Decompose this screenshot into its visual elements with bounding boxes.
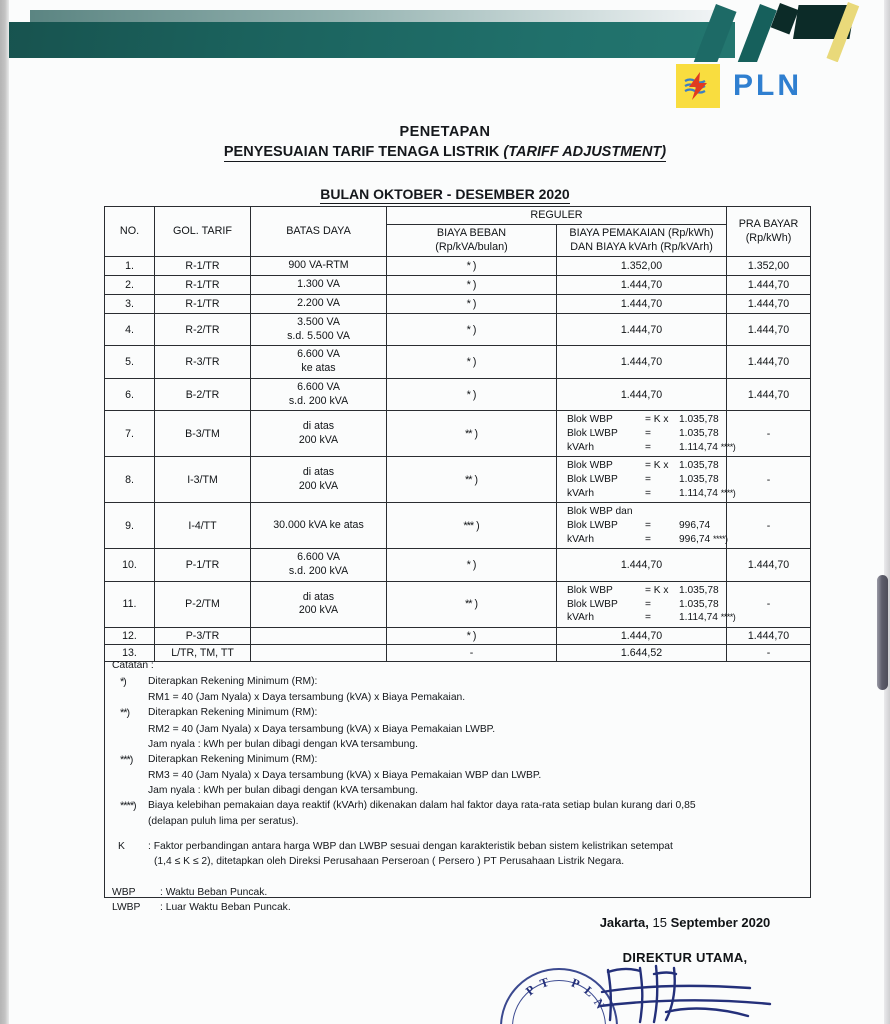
signature-month-year: September 2020: [670, 915, 771, 930]
abbreviation-definition: : Waktu Beban Puncak.: [160, 886, 268, 898]
cell-biaya-pemakaian: 1.444,70: [557, 294, 727, 313]
cell-gol-tarif: I-4/TT: [155, 503, 251, 549]
cell-no: 3.: [105, 294, 155, 313]
note-marker: [112, 690, 148, 705]
note-text: Diterapkan Rekening Minimum (RM):: [148, 676, 318, 688]
th-pra-bayar-l2: (Rp/kWh): [745, 231, 792, 244]
right-edge-strip: [884, 0, 890, 1024]
note-text: (delapan puluh lima per seratus).: [148, 816, 299, 828]
notes-spacer: [112, 869, 804, 885]
cell-no: 12.: [105, 627, 155, 644]
cell-batas-daya: [251, 627, 387, 644]
table-row: [105, 294, 811, 313]
title-penetapan: PENETAPAN: [399, 124, 491, 140]
cell-biaya-beban: ** ): [387, 581, 557, 627]
cell-biaya-beban: -: [387, 644, 557, 661]
th-biaya-pemakaian-l2: DAN BIAYA kVArh (Rp/kVArh): [570, 240, 713, 253]
cell-gol-tarif: B-2/TR: [155, 378, 251, 411]
th-biaya-pemakaian-l1: BIAYA PEMAKAIAN (Rp/kWh): [569, 227, 714, 240]
table-row: [105, 411, 811, 457]
table-row: [105, 503, 811, 549]
cell-biaya-pemakaian: 1.444,70: [557, 313, 727, 346]
cell-no: 5.: [105, 346, 155, 379]
cell-pra-bayar: -: [727, 581, 811, 627]
cell-biaya-pemakaian: 1.644,52: [557, 644, 727, 661]
cell-pra-bayar: -: [727, 503, 811, 549]
title-subject-english: (TARIFF ADJUSTMENT): [503, 144, 667, 160]
title-block: [0, 124, 890, 204]
cell-biaya-beban: ** ): [387, 411, 557, 457]
signature-block: [520, 915, 850, 965]
note-text: Diterapkan Rekening Minimum (RM):: [148, 707, 318, 719]
note-k-label: K: [118, 840, 125, 852]
th-pra-bayar-l1: PRA BAYAR: [738, 218, 799, 231]
cell-biaya-pemakaian: 1.444,70: [557, 276, 727, 295]
cell-batas-daya: 6.600 VA s.d. 200 kVA: [251, 549, 387, 582]
signature-city: Jakarta,: [599, 915, 649, 930]
note-marker: ***): [120, 753, 134, 766]
note-text: Jam nyala : kWh per bulan dibagi dengan kVA tersambung.: [148, 738, 418, 750]
banner-dark-sliver: [771, 3, 799, 34]
abbreviation-row: [112, 885, 804, 900]
tariff-table-wrapper: [104, 206, 811, 662]
cell-no: 6.: [105, 378, 155, 411]
notes-title: Catatan :: [112, 660, 154, 671]
th-biaya-beban-l2: (Rp/kVA/bulan): [435, 240, 508, 253]
table-row: [105, 627, 811, 644]
cell-biaya-beban: * ): [387, 294, 557, 313]
cell-biaya-beban: * ): [387, 378, 557, 411]
note-line: [112, 722, 804, 737]
cell-biaya-pemakaian: Blok WBP = K x 1.035,78 Blok LWBP = 1.035,78 kVArh = 1.114,74 ****): [557, 581, 727, 627]
cell-batas-daya: 3.500 VA s.d. 5.500 VA: [251, 313, 387, 346]
cell-pra-bayar: -: [727, 644, 811, 661]
cell-batas-daya: di atas 200 kVA: [251, 411, 387, 457]
pln-logo: [676, 64, 802, 108]
th-gol-tarif: GOL. TARIF: [155, 207, 251, 257]
note-line: [112, 690, 804, 705]
table-row: [105, 276, 811, 295]
cell-biaya-pemakaian: Blok WBP = K x 1.035,78 Blok LWBP = 1.035,78 kVArh = 1.114,74 ****): [557, 457, 727, 503]
table-header-row-1: [105, 207, 811, 225]
table-row: [105, 346, 811, 379]
scrollbar-thumb[interactable]: [877, 575, 888, 690]
cell-biaya-beban: * ): [387, 276, 557, 295]
note-text: RM3 = 40 (Jam Nyala) x Daya tersambung (kVA) x Biaya Pemakaian WBP dan LWBP.: [148, 769, 542, 781]
tariff-table: [104, 206, 811, 662]
title-subject: [224, 144, 666, 162]
note-text: Biaya kelebihan pemakaian daya reaktif (kVArh) dikenakan dalam hal faktor daya rata-rata setiap bulan kurang dari 0,85: [148, 800, 696, 812]
cell-no: 9.: [105, 503, 155, 549]
cell-biaya-pemakaian: Blok WBP dan Blok LWBP = 996,74 kVArh = 996,74 ****): [557, 503, 727, 549]
cell-biaya-beban: * ): [387, 627, 557, 644]
note-k-text: : Faktor perbandingan antara harga WBP dan LWBP sesuai dengan karakteristik beban sistem kelistrikan setempat (1,4 ≤ K ≤ 2), ditetapkan oleh Direksi Perusahaan Perseroan ( Persero ) PT Perusahaan Listrik Negara.: [148, 840, 673, 867]
cell-pra-bayar: 1.444,70: [727, 313, 811, 346]
cell-biaya-beban: * ): [387, 549, 557, 582]
pln-brand-text: PLN: [733, 69, 802, 102]
cell-batas-daya: di atas 200 kVA: [251, 457, 387, 503]
stamp-char: T: [538, 974, 551, 991]
cell-gol-tarif: B-3/TM: [155, 411, 251, 457]
left-edge-strip: [0, 0, 9, 1024]
th-reguler: REGULER: [387, 207, 727, 225]
abbreviation-row: [112, 900, 804, 915]
stamp-char: P: [569, 975, 582, 992]
cell-gol-tarif: L/TR, TM, TT: [155, 644, 251, 661]
table-head: [105, 207, 811, 257]
cell-gol-tarif: I-3/TM: [155, 457, 251, 503]
signature-role: DIREKTUR UTAMA,: [622, 950, 748, 965]
cell-pra-bayar: -: [727, 457, 811, 503]
cell-no: 7.: [105, 411, 155, 457]
abbreviation-term: LWBP: [112, 901, 141, 913]
table-row: [105, 313, 811, 346]
stamp-char: L: [581, 983, 597, 1000]
cell-pra-bayar: -: [727, 411, 811, 457]
abbreviation-term: WBP: [112, 886, 136, 898]
banner-teal-band: [0, 22, 735, 58]
cell-no: 10.: [105, 549, 155, 582]
title-period: BULAN OKTOBER - DESEMBER 2020: [320, 186, 570, 202]
cell-biaya-pemakaian: 1.444,70: [557, 346, 727, 379]
title-subject-main: PENYESUAIAN TARIF TENAGA LISTRIK: [223, 144, 504, 160]
cell-batas-daya: 6.600 VA ke atas: [251, 346, 387, 379]
th-batas-daya: BATAS DAYA: [251, 207, 387, 257]
note-marker: [112, 814, 148, 829]
note-k-definition: [112, 839, 804, 869]
note-marker: [112, 783, 148, 798]
cell-biaya-pemakaian: 1.444,70: [557, 627, 727, 644]
cell-batas-daya: di atas 200 kVA: [251, 581, 387, 627]
cell-pra-bayar: 1.444,70: [727, 549, 811, 582]
th-biaya-beban: [387, 225, 557, 257]
note-marker: **): [120, 707, 130, 720]
cell-pra-bayar: 1.444,70: [727, 294, 811, 313]
cell-batas-daya: 2.200 VA: [251, 294, 387, 313]
cell-batas-daya: 6.600 VA s.d. 200 kVA: [251, 378, 387, 411]
table-row: [105, 549, 811, 582]
cell-pra-bayar: 1.444,70: [727, 378, 811, 411]
cell-biaya-pemakaian: 1.444,70: [557, 378, 727, 411]
cell-no: 1.: [105, 257, 155, 276]
th-pra-bayar: [727, 207, 811, 257]
cell-no: 4.: [105, 313, 155, 346]
th-biaya-pemakaian: [557, 225, 727, 257]
note-marker: [112, 722, 148, 737]
notes-content: [112, 658, 804, 915]
note-marker: ****): [120, 800, 137, 813]
note-line: [112, 798, 804, 814]
note-line: [112, 674, 804, 690]
table-row: [105, 457, 811, 503]
cell-biaya-beban: * ): [387, 346, 557, 379]
th-biaya-beban-l1: BIAYA BEBAN: [436, 227, 507, 240]
cell-gol-tarif: R-1/TR: [155, 294, 251, 313]
signature-place-date: [520, 915, 850, 930]
note-line: [112, 705, 804, 721]
note-line: [112, 737, 804, 752]
header-banner: [0, 0, 890, 62]
note-text: RM1 = 40 (Jam Nyala) x Daya tersambung (kVA) x Biaya Pemakaian.: [148, 692, 466, 704]
cell-pra-bayar: 1.352,00: [727, 257, 811, 276]
table-row: [105, 257, 811, 276]
signature-day: 15: [652, 915, 667, 930]
cell-batas-daya: 900 VA-RTM: [251, 257, 387, 276]
abbreviation-definition: : Luar Waktu Beban Puncak.: [160, 901, 291, 913]
cell-biaya-pemakaian: Blok WBP = K x 1.035,78 Blok LWBP = 1.035,78 kVArh = 1.114,74 ****): [557, 411, 727, 457]
note-line: [112, 768, 804, 783]
note-line: [112, 752, 804, 768]
table-row: [105, 581, 811, 627]
note-text: Diterapkan Rekening Minimum (RM):: [148, 753, 318, 765]
cell-pra-bayar: 1.444,70: [727, 276, 811, 295]
cell-gol-tarif: R-1/TR: [155, 276, 251, 295]
stamp-char: N: [590, 996, 608, 1012]
note-text: RM2 = 40 (Jam Nyala) x Daya tersambung (kVA) x Biaya Pemakaian LWBP.: [148, 723, 496, 735]
cell-gol-tarif: P-3/TR: [155, 627, 251, 644]
cell-pra-bayar: 1.444,70: [727, 346, 811, 379]
note-line: [112, 783, 804, 798]
cell-no: 8.: [105, 457, 155, 503]
note-line: [112, 814, 804, 829]
pln-lightning-icon: [676, 64, 720, 108]
cell-biaya-beban: * ): [387, 257, 557, 276]
cell-biaya-beban: * ): [387, 313, 557, 346]
cell-pra-bayar: 1.444,70: [727, 627, 811, 644]
cell-gol-tarif: P-2/TM: [155, 581, 251, 627]
cell-gol-tarif: R-3/TR: [155, 346, 251, 379]
table-body: [105, 257, 811, 661]
stamp-char: P: [523, 982, 538, 999]
note-marker: [112, 737, 148, 752]
cell-gol-tarif: R-1/TR: [155, 257, 251, 276]
cell-biaya-beban: *** ): [387, 503, 557, 549]
cell-biaya-beban: ** ): [387, 457, 557, 503]
cell-batas-daya: 30.000 kVA ke atas: [251, 503, 387, 549]
cell-no: 13.: [105, 644, 155, 661]
cell-gol-tarif: R-2/TR: [155, 313, 251, 346]
note-marker: [112, 768, 148, 783]
cell-no: 11.: [105, 581, 155, 627]
th-no: NO.: [105, 207, 155, 257]
cell-no: 2.: [105, 276, 155, 295]
cell-biaya-pemakaian: 1.352,00: [557, 257, 727, 276]
cell-gol-tarif: P-1/TR: [155, 549, 251, 582]
note-marker: *): [120, 676, 127, 689]
cell-biaya-pemakaian: 1.444,70: [557, 549, 727, 582]
table-row: [105, 378, 811, 411]
signature-ink: [600, 962, 830, 1024]
banner-fade-strip: [30, 10, 730, 23]
cell-batas-daya: 1.300 VA: [251, 276, 387, 295]
note-text: Jam nyala : kWh per bulan dibagi dengan kVA tersambung.: [148, 785, 418, 797]
